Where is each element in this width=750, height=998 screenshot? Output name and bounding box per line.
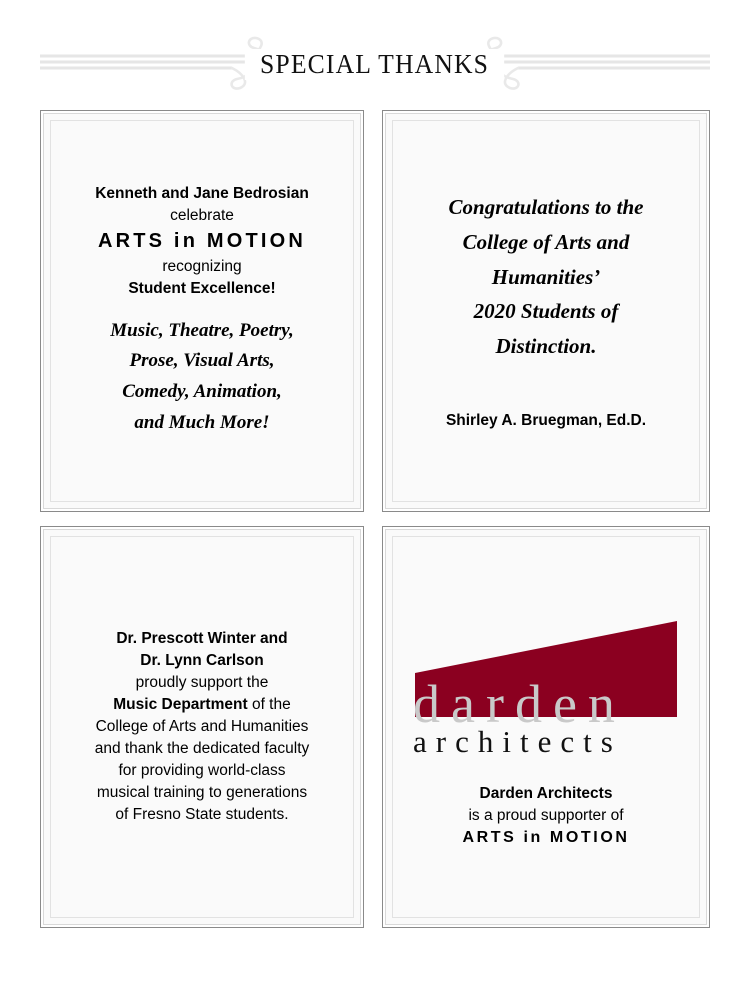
donor-name: Kenneth and Jane Bedrosian — [95, 185, 309, 203]
statement-line — [65, 694, 339, 716]
sponsor-statement: is a proud supporter of — [468, 806, 624, 824]
donor-signature: Shirley A. Bruegman, Ed.D. — [445, 412, 647, 430]
support-statement — [65, 672, 339, 826]
discipline-line: Comedy, Animation, — [122, 381, 282, 403]
page-header — [0, 28, 750, 100]
student-excellence-label: Student Excellence! — [128, 279, 276, 297]
message-line: Humanities’ — [491, 264, 601, 289]
card-content — [383, 190, 709, 432]
statement-line: musical training to generations — [96, 784, 308, 801]
card-content — [41, 628, 363, 826]
discipline-line: Prose, Visual Arts, — [129, 350, 275, 372]
message-line: Congratulations to the — [448, 194, 644, 219]
discipline-line: Music, Theatre, Poetry, — [110, 319, 294, 341]
sponsor-caption — [407, 783, 685, 850]
statement-line: for providing world-class — [118, 762, 286, 779]
statement-line: of Fresno State students. — [115, 806, 289, 823]
darden-wordmark: darden — [413, 673, 626, 734]
sponsor-card-darden — [382, 526, 710, 928]
message-line: Distinction. — [495, 334, 597, 359]
card-content — [383, 605, 709, 850]
statement-line — [65, 672, 339, 694]
card-content — [41, 183, 363, 438]
darden-architects-logo — [407, 605, 685, 757]
spacer — [65, 300, 339, 316]
donor-verb: celebrate — [170, 207, 234, 225]
discipline-line: and Much More! — [134, 411, 270, 433]
donor-name: Dr. Lynn Carlson — [140, 652, 264, 669]
sponsor-card-grid — [40, 110, 710, 928]
statement-line: and thank the dedicated faculty — [94, 740, 310, 757]
event-name: ARTS in MOTION — [97, 230, 307, 253]
architects-wordmark: architects — [413, 723, 622, 759]
recognizing-label: recognizing — [162, 257, 242, 275]
statement-text: proudly support the — [135, 674, 269, 691]
discipline-list — [65, 316, 339, 439]
spacer — [407, 364, 685, 410]
statement-line: College of Arts and Humanities — [95, 718, 309, 735]
message-line: College of Arts and — [462, 229, 630, 254]
statement-text: of the — [247, 696, 291, 713]
sponsor-card-bedrosian — [40, 110, 364, 512]
sponsor-card-winter-carlson — [40, 526, 364, 928]
message-line: 2020 Students of — [473, 299, 619, 324]
congratulations-message — [407, 190, 685, 364]
event-name: ARTS in MOTION — [462, 828, 630, 846]
sponsor-card-bruegman — [382, 110, 710, 512]
donor-name: Dr. Prescott Winter and — [116, 630, 288, 647]
page-title: SPECIAL THANKS — [245, 49, 504, 80]
music-department-label: Music Department — [113, 696, 248, 713]
sponsor-name: Darden Architects — [479, 784, 613, 802]
